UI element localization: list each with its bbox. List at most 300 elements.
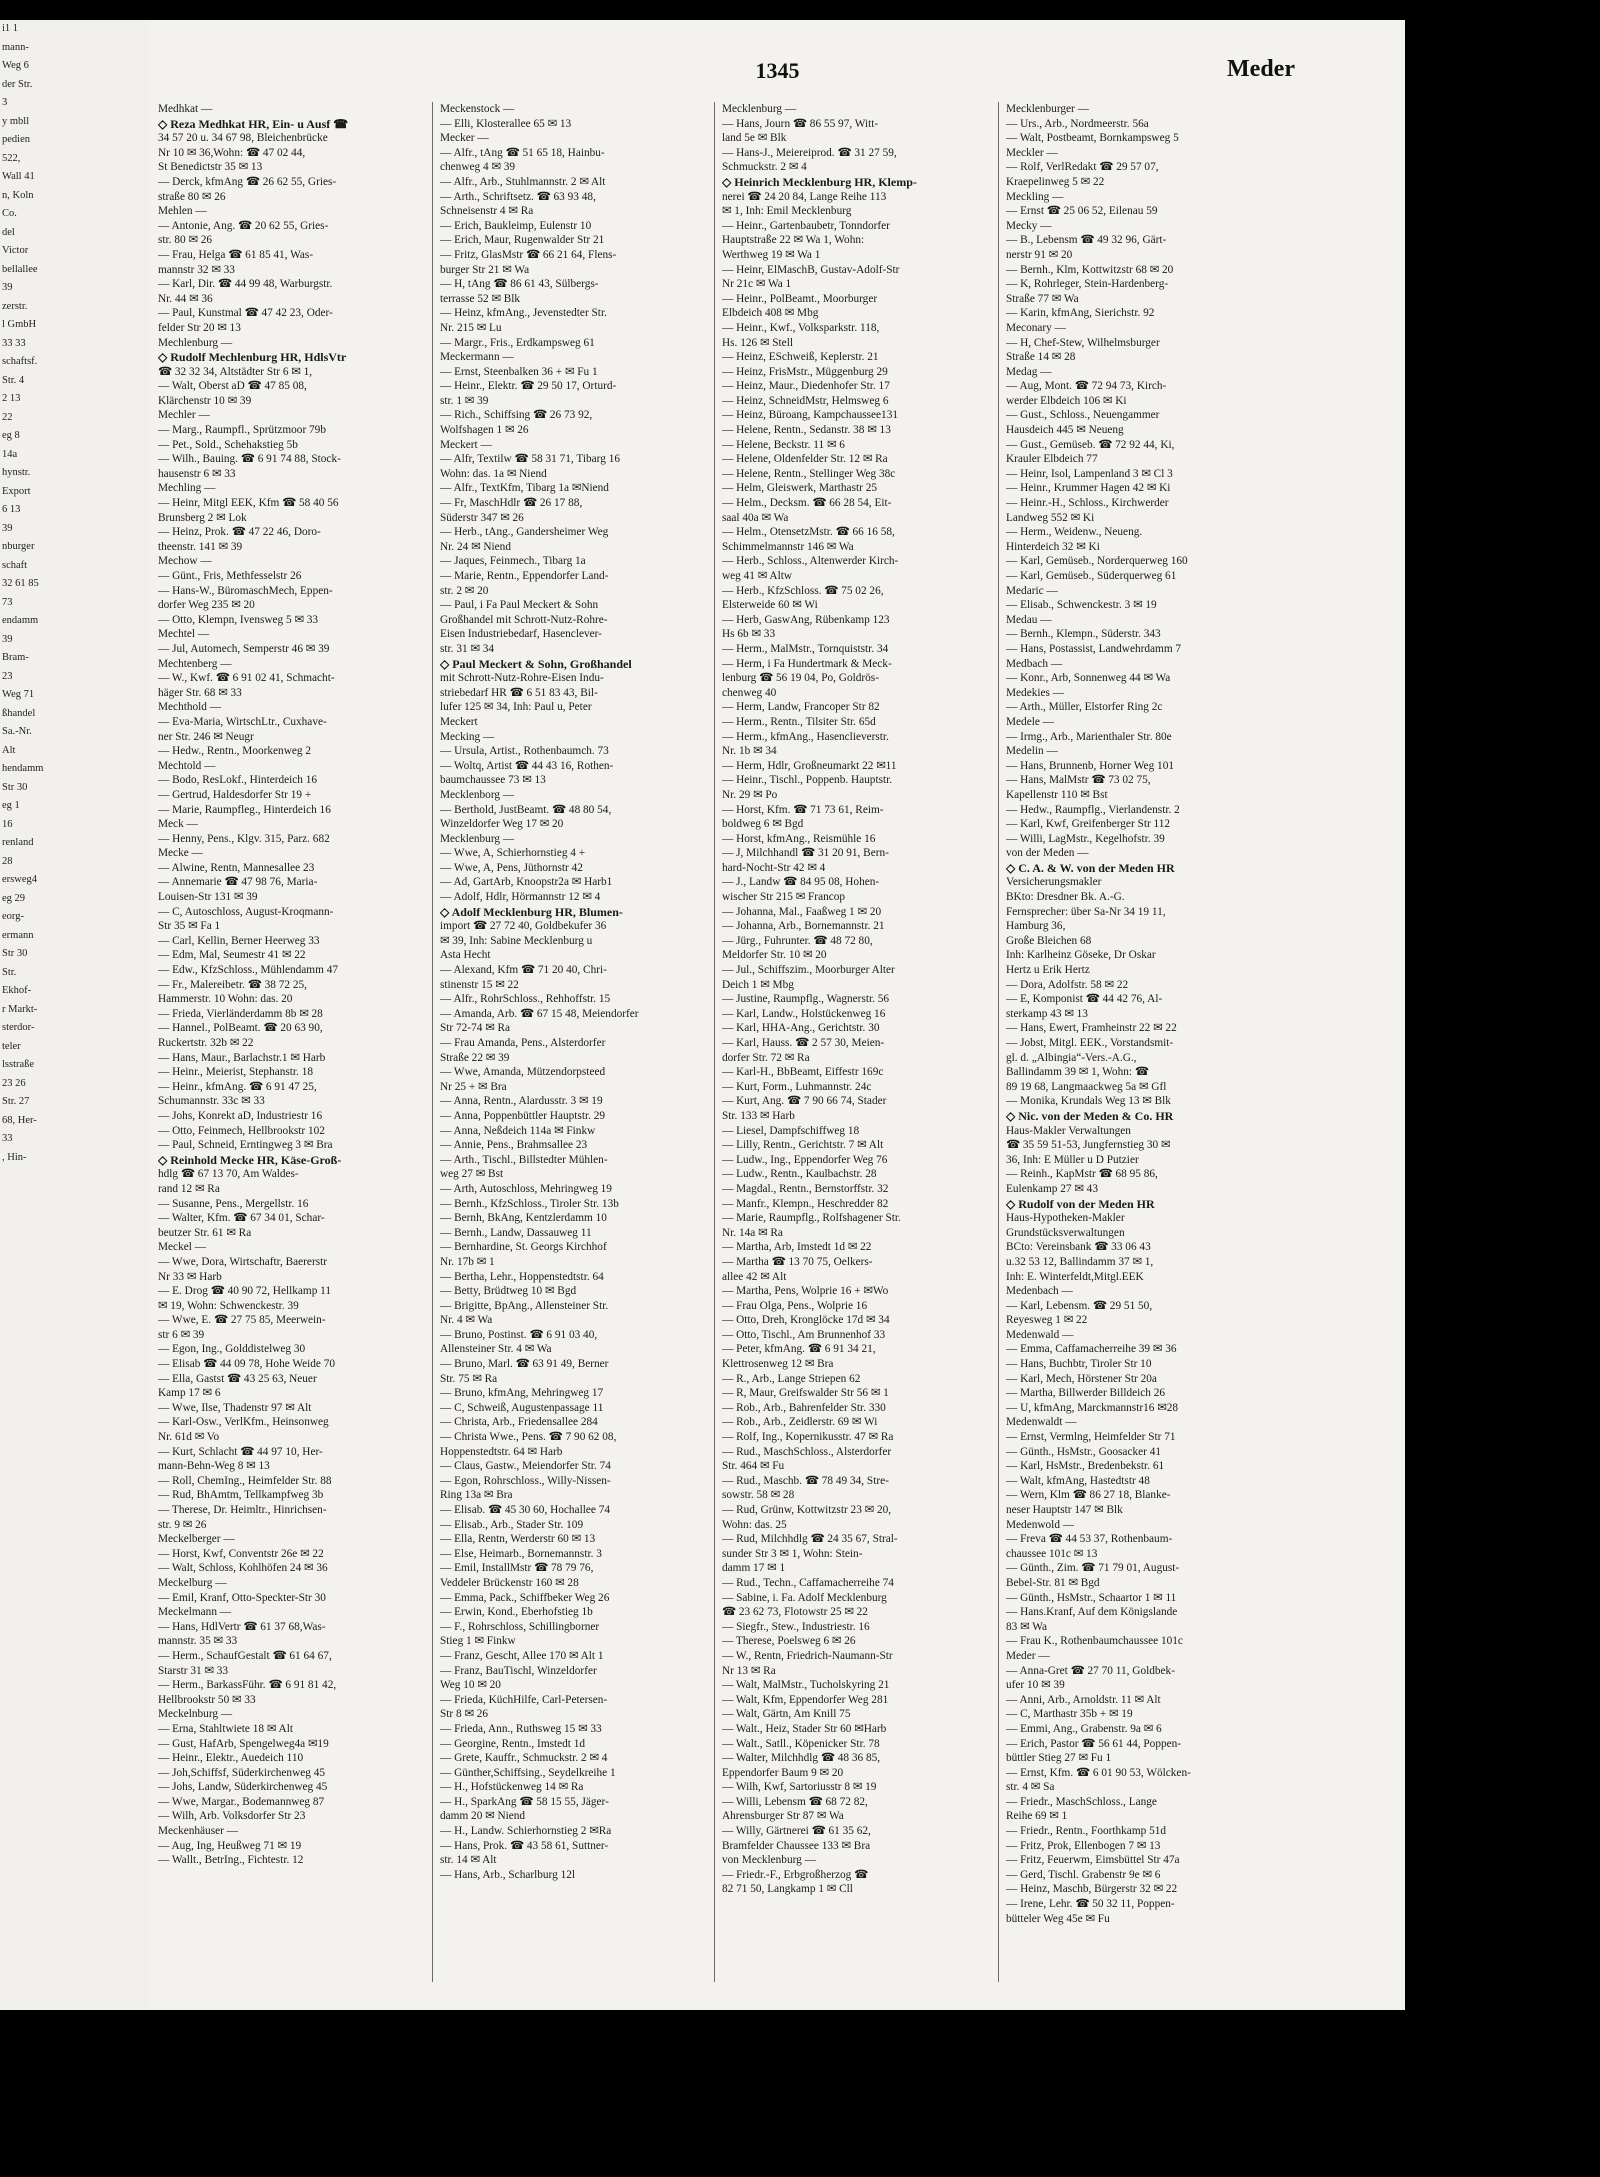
- directory-entry: — Paul, i Fa Paul Meckert & Sohn: [440, 599, 599, 612]
- fragment-line: Victor: [2, 245, 29, 256]
- directory-entry: Meckenstock —: [440, 103, 515, 115]
- directory-entry: Reyesweg 1 ✉ 22: [1006, 1314, 1088, 1327]
- directory-entry: 36, Inh: E Müller u D Putzier: [1006, 1153, 1139, 1166]
- directory-entry: Meckermann —: [440, 351, 514, 364]
- directory-entry: — Jul, Automech, Semperstr 46 ✉ 39: [158, 642, 330, 655]
- directory-entry: — Walter, Kfm. ☎ 67 34 01, Schar-: [158, 1212, 325, 1225]
- directory-entry: Eisen Industriebedarf, Hasenclever-: [440, 628, 602, 641]
- fragment-line: 2 13: [2, 393, 21, 404]
- directory-entry: Straße 14 ✉ 28: [1006, 351, 1076, 364]
- fragment-line: , Hin-: [2, 1151, 27, 1163]
- directory-entry: — Urs., Arb., Nordmeerstr. 56a: [1006, 117, 1149, 130]
- directory-entry: — H., Landw. Schierhornstieg 2 ✉Ra: [440, 1825, 612, 1838]
- directory-entry: rand 12 ✉ Ra: [158, 1182, 220, 1195]
- column-divider: [432, 102, 433, 1982]
- directory-entry: — Kurt, Form., Luhmannstr. 24c: [722, 1080, 872, 1093]
- directory-entry: Medhkat —: [158, 103, 213, 115]
- directory-entry: — Karl, Gemüseb., Norderquerweg 160: [1006, 555, 1188, 568]
- directory-entry: — Karl, Lebensm. ☎ 29 51 50,: [1006, 1299, 1153, 1312]
- directory-entry: ◇ Rudolf von der Meden HR: [1006, 1196, 1155, 1211]
- directory-entry: — Dora, Adolfstr. 58 ✉ 22: [1006, 978, 1129, 991]
- directory-entry: Nr 10 ✉ 36,Wohn: ☎ 47 02 44,: [158, 146, 306, 159]
- directory-entry: Wohn: das. 25: [722, 1518, 787, 1531]
- directory-entry: Mechtel —: [158, 628, 210, 641]
- directory-entry: straße 80 ✉ 26: [158, 190, 226, 203]
- directory-entry: — Alfr., RohrSchloss., Rehhoffstr. 15: [440, 993, 611, 1006]
- directory-entry: — Bertha, Lehr., Hoppenstedtstr. 64: [440, 1270, 604, 1283]
- directory-entry: — Karl-H., BbBeamt, Eiffestr 169c: [722, 1066, 884, 1079]
- directory-entry: Mecklenborg —: [440, 788, 515, 801]
- directory-entry: sterkamp 43 ✉ 13: [1006, 1007, 1088, 1020]
- fragment-line: ersweg4: [2, 874, 37, 885]
- directory-entry: — Jürg., Fuhrunter. ☎ 48 72 80,: [722, 934, 873, 947]
- directory-entry: — Johs, Konrekt aD, Industriestr 16: [158, 1109, 323, 1122]
- directory-entry: Mecking —: [440, 730, 495, 743]
- directory-entry: — Marie, Raumpflg., Rolfshagener Str.: [722, 1212, 901, 1225]
- directory-entry: — Hans, Arb., Scharlburg 12l: [440, 1868, 576, 1881]
- directory-entry: — Friedr., MaschSchloss., Lange: [1006, 1795, 1157, 1808]
- directory-entry: — Otto, Dreh, Kronglöcke 17d ✉ 34: [722, 1314, 890, 1327]
- directory-entry: Nr. 1b ✉ 34: [722, 745, 777, 758]
- directory-entry: — H., SparkAng ☎ 58 15 55, Jäger-: [440, 1795, 609, 1808]
- directory-entry: — Walt, Oberst aD ☎ 47 85 08,: [158, 380, 307, 393]
- directory-entry: Medbach —: [1006, 657, 1063, 670]
- directory-entry: — Therese, Dr. Heimltr., Hinrichsen-: [158, 1504, 327, 1516]
- directory-entry: mannstr 32 ✉ 33: [158, 263, 235, 276]
- fragment-line: 33: [2, 1133, 13, 1144]
- directory-entry: — Paul, Schneid, Erntingweg 3 ✉ Bra: [158, 1139, 333, 1152]
- directory-entry: Meder —: [1006, 1649, 1050, 1662]
- directory-entry: — Rud, Milchhdlg ☎ 24 35 67, Stral-: [722, 1533, 898, 1546]
- directory-entry: — Marie, Rentn., Eppendorfer Land-: [440, 570, 609, 582]
- directory-entry: Mecklenburg —: [722, 103, 797, 115]
- directory-entry: import ☎ 27 72 40, Goldbekufer 36: [440, 920, 607, 933]
- directory-entry: ☎ 23 62 73, Flotowstr 25 ✉ 22: [722, 1606, 868, 1619]
- directory-entry: — Heinr., Kwf., Volksparkstr. 118,: [722, 321, 880, 334]
- directory-entry: — Heinr., Gartenbaubetr, Tonndorfer: [722, 219, 890, 232]
- directory-entry: Ring 13a ✉ Bra: [440, 1489, 513, 1502]
- left-page-fragment: [0, 20, 150, 2010]
- directory-entry: — Amanda, Arb. ☎ 67 15 48, Meiendorfer: [440, 1007, 639, 1020]
- directory-entry: — Bodo, ResLokf., Hinterdeich 16: [158, 774, 318, 787]
- directory-entry: — Irmg., Arb., Marienthaler Str. 80e: [1006, 730, 1172, 743]
- directory-entry: — Herb, GaswAng, Rübenkamp 123: [722, 613, 890, 626]
- directory-entry: Asta Hecht: [440, 949, 491, 962]
- directory-entry: — Georgine, Rentn., Imstedt 1d: [440, 1737, 586, 1750]
- directory-entry: Nr. 61d ✉ Vo: [158, 1431, 220, 1444]
- directory-entry: Hausdeich 445 ✉ Neueng: [1006, 424, 1124, 437]
- directory-entry: — Walt, Schloss, Kohlhöfen 24 ✉ 36: [158, 1562, 328, 1575]
- directory-entry: — Ludw., Ing., Eppendorfer Weg 76: [722, 1153, 888, 1166]
- directory-entry: Mecklenburger —: [1006, 103, 1089, 115]
- fragment-line: l GmbH: [2, 319, 37, 330]
- directory-entry: — Frau K., Rothenbaumchaussee 101c: [1006, 1635, 1183, 1648]
- directory-entry: — Ernst ☎ 25 06 52, Eilenau 59: [1006, 205, 1158, 218]
- directory-entry: Meckelberger —: [158, 1533, 235, 1546]
- directory-entry: — Herm., kfmAng., Hasenclieverstr.: [722, 730, 889, 743]
- directory-entry: — Rolf, Ing., Kopernikusstr. 47 ✉ Ra: [722, 1431, 894, 1444]
- directory-entry: — Heinr., PolBeamt., Moorburger: [722, 292, 878, 305]
- directory-entry: — Alfr., TextKfm, Tibarg 1a ✉Niend: [440, 482, 609, 495]
- fragment-line: Str 30: [2, 948, 28, 959]
- directory-entry: — Hans, Brunnenb, Horner Weg 101: [1006, 759, 1174, 772]
- column-divider: [998, 102, 999, 1982]
- directory-entry: Mecke —: [158, 847, 203, 860]
- directory-entry: — Walt., Satll., Köpenicker Str. 78: [722, 1737, 880, 1750]
- directory-entry: — Edm, Mal, Seumestr 41 ✉ 22: [158, 949, 306, 962]
- directory-entry: — Rob., Arb., Bahrenfelder Str. 330: [722, 1401, 886, 1414]
- directory-entry: — H., Hofstückenweg 14 ✉ Ra: [440, 1781, 584, 1794]
- directory-entry: — Hedw., Raumpflg., Vierlandenstr. 2: [1006, 803, 1180, 816]
- column-1: [158, 102, 428, 1992]
- directory-entry: — Edw., KfzSchloss., Mühlendamm 47: [158, 964, 338, 977]
- directory-entry: — F., Rohrschloss, Schillingborner: [440, 1620, 600, 1633]
- directory-entry: — Aug, Mont. ☎ 72 94 73, Kirch-: [1006, 380, 1167, 393]
- directory-entry: — Joh,Schiffsf, Süderkirchenweg 45: [158, 1766, 326, 1779]
- directory-entry: — Magdal., Rentn., Bernstorffstr. 32: [722, 1182, 889, 1195]
- directory-entry: — Helene, Beckstr. 11 ✉ 6: [722, 438, 845, 451]
- directory-entry: — Therese, Poelsweg 6 ✉ 26: [722, 1635, 856, 1648]
- directory-entry: — Günt., Fris, Methfesselstr 26: [158, 570, 302, 582]
- directory-entry: — Herb., tAng., Gandersheimer Weg: [440, 526, 609, 539]
- directory-entry: Ruckertstr. 32b ✉ 22: [158, 1037, 254, 1049]
- directory-entry: — Herb., KfzSchloss. ☎ 75 02 26,: [722, 584, 884, 597]
- directory-entry: — Martha, Pens, Wolprie 16 + ✉Wo: [722, 1285, 889, 1298]
- directory-entry: — Wilh, Kwf, Sartoriusstr 8 ✉ 19: [722, 1781, 877, 1794]
- directory-entry: — Bruno, Postinst. ☎ 6 91 03 40,: [440, 1328, 598, 1341]
- directory-entry: Eulenkamp 27 ✉ 43: [1006, 1182, 1098, 1195]
- directory-entry: — Ella, Gastst ☎ 43 25 63, Neuer: [158, 1372, 317, 1385]
- directory-entry: — Wilh, Arb. Volksdorfer Str 23: [158, 1810, 306, 1823]
- directory-entry: — Marg., Raumpfl., Sprützmoor 79b: [158, 424, 326, 437]
- directory-entry: Inh: E. Winterfeldt,Mitgl.EEK: [1006, 1270, 1144, 1283]
- directory-entry: — Günth., Zim. ☎ 71 79 01, August-: [1006, 1562, 1180, 1575]
- directory-entry: — Alwine, Rentn, Mannesallee 23: [158, 861, 315, 874]
- directory-entry: — Günth., HsMstr., Goosacker 41: [1006, 1445, 1162, 1458]
- fragment-line: sterdor-: [2, 1022, 35, 1033]
- directory-entry: — R, Maur, Greifswalder Str 56 ✉ 1: [722, 1387, 889, 1400]
- directory-entry: baumchaussee 73 ✉ 13: [440, 774, 546, 787]
- directory-entry: Mechow —: [158, 555, 212, 568]
- directory-entry: — Erwin, Kond., Eberhofstieg 1b: [440, 1606, 593, 1619]
- directory-entry: Medenwold —: [1006, 1518, 1075, 1531]
- directory-entry: — Rud., Techn., Caffamacherreihe 74: [722, 1576, 894, 1589]
- directory-entry: Bebel-Str. 81 ✉ Bgd: [1006, 1576, 1100, 1589]
- directory-entry: — Derck, kfmAng ☎ 26 62 55, Gries-: [158, 175, 337, 188]
- scan-background: [1405, 0, 1600, 2177]
- directory-entry: — Anna, Neßdeich 114a ✉ Finkw: [440, 1124, 596, 1137]
- directory-entry: — Anni, Arb., Arnoldstr. 11 ✉ Alt: [1006, 1693, 1161, 1706]
- directory-entry: Brunsberg 2 ✉ Lok: [158, 511, 247, 524]
- directory-entry: — Heinz, Maschb, Bürgerstr 32 ✉ 22: [1006, 1883, 1178, 1896]
- directory-entry: Hammerstr. 10 Wohn: das. 20: [158, 993, 293, 1006]
- directory-entry: Mechtold —: [158, 759, 216, 772]
- directory-entry: ✉ 1, Inh: Emil Mecklenburg: [722, 205, 852, 218]
- directory-entry: — Elisab ☎ 44 09 78, Hohe Weide 70: [158, 1358, 336, 1371]
- directory-entry: — Kurt, Ang. ☎ 7 90 66 74, Stader: [722, 1095, 887, 1108]
- directory-entry: — J, Milchhandl ☎ 31 20 91, Bern-: [722, 847, 889, 860]
- fragment-line: i1 1: [2, 23, 19, 34]
- directory-entry: weg 41 ✉ Altw: [722, 570, 793, 582]
- directory-entry: — Gerd, Tischl. Grabenstr 9e ✉ 6: [1006, 1868, 1161, 1881]
- fragment-line: Co.: [2, 208, 17, 219]
- directory-entry: — Aug, Ing, Heußweg 71 ✉ 19: [158, 1839, 302, 1852]
- directory-entry: — Freva ☎ 44 53 37, Rothenbaum-: [1006, 1533, 1173, 1546]
- fragment-line: eorg-: [2, 911, 24, 922]
- directory-entry: — Herm, Landw, Francoper Str 82: [722, 701, 880, 714]
- directory-entry: — Arth, Autoschloss, Mehringweg 19: [440, 1182, 612, 1195]
- directory-entry: Mecky —: [1006, 219, 1052, 232]
- directory-entry: dorfer Weg 235 ✉ 20: [158, 599, 255, 612]
- directory-entry: — Johanna, Arb., Bornemannstr. 21: [722, 920, 885, 933]
- directory-entry: — Karl, HsMstr., Bredenbekstr. 61: [1006, 1460, 1165, 1473]
- column-divider: [714, 102, 715, 1982]
- directory-entry: — Bernh., Landw, Dassauweg 11: [440, 1226, 592, 1239]
- directory-entry: — Alfr., Arb., Stuhlmannstr. 2 ✉ Alt: [440, 175, 606, 188]
- fragment-line: 39: [2, 633, 13, 645]
- directory-entry: Hinterdeich 32 ✉ Ki: [1006, 540, 1100, 553]
- directory-entry: 82 71 50, Langkamp 1 ✉ Cll: [722, 1883, 853, 1896]
- directory-entry: — Walt, MalMstr., Tucholskyring 21: [722, 1679, 890, 1692]
- directory-entry: — Fritz, Prok, Ellenbogen 7 ✉ 13: [1006, 1839, 1161, 1852]
- column-4: [1006, 102, 1276, 1992]
- directory-entry: Meckler —: [1006, 146, 1058, 159]
- directory-entry: — H, tAng ☎ 86 61 43, Sülbergs-: [440, 278, 599, 291]
- directory-entry: Meckenhäuser —: [158, 1825, 238, 1838]
- fragment-line: 16: [2, 818, 13, 830]
- directory-entry: ☎ 32 32 34, Altstädter Str 6 ✉ 1,: [158, 365, 313, 378]
- fragment-line: ßhandel: [2, 707, 36, 719]
- directory-entry: — Heinz, FrisMstr., Müggenburg 29: [722, 365, 888, 378]
- column-2: [440, 102, 710, 1992]
- directory-entry: mannstr. 35 ✉ 33: [158, 1635, 238, 1648]
- directory-entry: Hs. 126 ✉ Stell: [722, 336, 793, 349]
- directory-entry: str. 4 ✉ Sa: [1006, 1781, 1055, 1794]
- fragment-line: Weg 6: [2, 60, 29, 71]
- directory-entry: — Susanne, Pens., Mergellstr. 16: [158, 1197, 309, 1210]
- directory-entry: 89 19 68, Langmaackweg 5a ✉ Gfl: [1006, 1080, 1167, 1093]
- directory-entry: — Frieda, Vierländerdamm 8b ✉ 28: [158, 1007, 323, 1020]
- directory-entry: Meckelmann —: [158, 1606, 232, 1619]
- directory-entry: — Walt, Postbeamt, Bornkampsweg 5: [1006, 132, 1179, 145]
- directory-entry: Medag —: [1006, 365, 1052, 378]
- directory-entry: hausenstr 6 ✉ 33: [158, 467, 236, 480]
- directory-entry: — Günther,Schiffsing., Seydelkreihe 1: [440, 1766, 616, 1779]
- directory-entry: — Helene, Oldenfelder Str. 12 ✉ Ra: [722, 453, 888, 466]
- directory-entry: Nr. 215 ✉ Lu: [440, 321, 502, 334]
- directory-entry: — Hans.Kranf, Auf dem Königslande: [1006, 1606, 1178, 1619]
- directory-entry: — Herm., Weidenw., Neueng.: [1006, 526, 1143, 539]
- directory-page: [150, 20, 1405, 2010]
- directory-entry: Meckert: [440, 715, 478, 728]
- directory-entry: Meck —: [158, 818, 198, 831]
- directory-entry: — Hans, Maur., Barlachstr.1 ✉ Harb: [158, 1051, 326, 1064]
- directory-entry: — Emmi, Ang., Grabenstr. 9a ✉ 6: [1006, 1722, 1162, 1735]
- fragment-line: 14a: [2, 448, 18, 460]
- directory-entry: ◇ Reza Medhkat HR, Ein- u Ausf ☎: [158, 116, 349, 131]
- directory-entry: — Fritz, GlasMstr ☎ 66 21 64, Flens-: [440, 248, 617, 261]
- directory-entry: — Hans, Journ ☎ 86 55 97, Witt-: [722, 117, 879, 130]
- directory-entry: — Otto, Feinmech, Hellbrookstr 102: [158, 1124, 325, 1137]
- directory-entry: — Friedr., Rentn., Foorthkamp 51d: [1006, 1825, 1167, 1838]
- directory-entry: — Reinh., KapMstr ☎ 68 95 86,: [1006, 1168, 1158, 1181]
- directory-entry: ◇ C. A. & W. von der Meden HR: [1006, 860, 1175, 875]
- directory-entry: — Gust., Gemüseb. ☎ 72 92 44, Ki,: [1006, 438, 1175, 451]
- directory-entry: — Wallt., BetrIng., Fichtestr. 12: [158, 1854, 304, 1867]
- directory-entry: str. 2 ✉ 20: [440, 584, 489, 597]
- directory-entry: bütteler Weg 45e ✉ Fu: [1006, 1912, 1110, 1925]
- directory-entry: — Helene, Rentn., Stellinger Weg 38c: [722, 467, 896, 480]
- directory-entry: Starstr 31 ✉ 33: [158, 1664, 229, 1677]
- directory-entry: — Hedw., Rentn., Moorkenweg 2: [158, 745, 312, 758]
- directory-entry: — Walt., Heiz, Stader Str 60 ✉Harb: [722, 1722, 887, 1735]
- directory-entry: Medekies —: [1006, 686, 1065, 699]
- directory-entry: — Heinr., Krummer Hagen 42 ✉ Ki: [1006, 482, 1171, 495]
- directory-entry: Medenwald —: [1006, 1328, 1074, 1341]
- directory-entry: büttler Stieg 27 ✉ Fu 1: [1006, 1752, 1112, 1765]
- directory-entry: Bramfelder Chaussee 133 ✉ Bra: [722, 1839, 871, 1852]
- directory-entry: — E, Komponist ☎ 44 42 76, Al-: [1006, 993, 1163, 1006]
- directory-entry: ner Str. 246 ✉ Neugr: [158, 730, 254, 743]
- directory-entry: Kapellenstr 110 ✉ Bst: [1006, 788, 1108, 801]
- directory-entry: — Hans, Buchbtr, Tiroler Str 10: [1006, 1358, 1152, 1371]
- directory-entry: Meconary —: [1006, 321, 1066, 334]
- directory-entry: str. 1 ✉ 39: [440, 394, 489, 407]
- directory-entry: — Betty, Brüdtweg 10 ✉ Bgd: [440, 1285, 577, 1298]
- directory-entry: — Willi, LagMstr., Kegelhofstr. 39: [1006, 832, 1165, 845]
- directory-entry: Mechlenburg —: [158, 336, 233, 349]
- fragment-line: Alt: [2, 744, 16, 756]
- directory-entry: Kamp 17 ✉ 6: [158, 1387, 221, 1400]
- directory-entry: — Annemarie ☎ 47 98 76, Maria-: [158, 876, 318, 889]
- directory-entry: — Rob., Arb., Zeidlerstr. 69 ✉ Wi: [722, 1416, 878, 1429]
- directory-entry: — Horst, Kfm. ☎ 71 73 61, Reim-: [722, 803, 884, 816]
- directory-entry: hard-Nocht-Str 42 ✉ 4: [722, 861, 826, 874]
- directory-entry: allee 42 ✉ Alt: [722, 1270, 787, 1283]
- directory-entry: Allensteiner Str. 4 ✉ Wa: [440, 1343, 552, 1356]
- directory-entry: — Peter, kfmAng. ☎ 6 91 34 21,: [722, 1343, 876, 1356]
- directory-entry: neser Hauptstr 147 ✉ Blk: [1006, 1504, 1123, 1516]
- directory-entry: — Bernh., Klm, Kottwitzstr 68 ✉ 20: [1006, 263, 1174, 276]
- fragment-line: del: [2, 226, 15, 238]
- directory-entry: — Elisab. ☎ 45 30 60, Hochallee 74: [440, 1504, 610, 1516]
- directory-entry: — Konr., Arb, Sonnenweg 44 ✉ Wa: [1006, 672, 1171, 685]
- directory-entry: — Elisab., Schwenckestr. 3 ✉ 19: [1006, 599, 1157, 612]
- directory-entry: — Karin, kfmAng, Sierichstr. 92: [1006, 307, 1155, 320]
- directory-entry: Wohn: das. 1a ✉ Niend: [440, 467, 547, 480]
- directory-entry: — Bruno, Marl. ☎ 63 91 49, Berner: [440, 1358, 609, 1371]
- directory-entry: Hoppenstedtstr. 64 ✉ Harb: [440, 1445, 563, 1458]
- directory-entry: striebedarf HR ☎ 6 51 83 43, Bil-: [440, 686, 598, 699]
- directory-entry: — Else, Heimarb., Bornemannstr. 3: [440, 1547, 602, 1560]
- directory-entry: — Heinr, Isol, Lampenland 3 ✉ Cl 3: [1006, 467, 1173, 480]
- directory-entry: — Alexand, Kfm ☎ 71 20 40, Chri-: [440, 964, 607, 977]
- directory-entry: — Frau Amanda, Pens., Alsterdorfer: [440, 1037, 606, 1049]
- fragment-line: nburger: [2, 541, 35, 552]
- directory-entry: — Antonie, Ang. ☎ 20 62 55, Gries-: [158, 219, 329, 232]
- fragment-line: r Markt-: [2, 1003, 38, 1015]
- directory-entry: — Arth., Tischl., Billstedter Mühlen-: [440, 1153, 608, 1166]
- directory-entry: chenweg 40: [722, 686, 777, 699]
- directory-entry: — Horst, Kwf, Conventstr 26e ✉ 22: [158, 1547, 324, 1560]
- directory-entry: — Carl, Kellin, Berner Heerweg 33: [158, 934, 320, 947]
- directory-entry: ◇ Paul Meckert & Sohn, Großhandel: [440, 656, 632, 671]
- directory-entry: — Gust., Schloss., Neuengammer: [1006, 409, 1160, 422]
- directory-entry: — Frau Olga, Pens., Wolprie 16: [722, 1299, 868, 1312]
- directory-entry: — Heinr.-H., Schloss., Kirchwerder: [1006, 497, 1169, 510]
- directory-entry: Reihe 69 ✉ 1: [1006, 1810, 1068, 1823]
- directory-entry: — Bernh., KfzSchloss., Tiroler Str. 13b: [440, 1197, 619, 1210]
- directory-entry: 83 ✉ Wa: [1006, 1620, 1047, 1633]
- fragment-line: eg 29: [2, 892, 26, 904]
- directory-entry: — Hans, Postassist, Landwehrdamm 7: [1006, 642, 1182, 655]
- directory-entry: häger Str. 68 ✉ 33: [158, 686, 242, 699]
- directory-entry: — Anna-Gret ☎ 27 70 11, Goldbek-: [1006, 1664, 1175, 1677]
- directory-entry: — Gust, HafArb, Spengelweg4a ✉19: [158, 1737, 329, 1750]
- directory-entry: Klettrosenweg 12 ✉ Bra: [722, 1358, 834, 1371]
- directory-entry: — Heinr., Elektr. ☎ 29 50 17, Orturd-: [440, 380, 617, 393]
- directory-entry: BKto: Dresdner Bk. A.-G.: [1006, 891, 1125, 904]
- directory-entry: — E. Drog ☎ 40 90 72, Hellkamp 11: [158, 1285, 332, 1298]
- directory-entry: Ahrensburger Str 87 ✉ Wa: [722, 1810, 844, 1823]
- directory-entry: str 6 ✉ 39: [158, 1328, 205, 1341]
- directory-entry: Mechthold —: [158, 701, 222, 714]
- directory-entry: — Emil, Kranf, Otto-Speckter-Str 30: [158, 1591, 326, 1604]
- directory-entry: Hamburg 36,: [1006, 920, 1066, 933]
- directory-entry: Nr. 17b ✉ 1: [440, 1255, 495, 1268]
- directory-entry: Klärchenstr 10 ✉ 39: [158, 394, 252, 407]
- directory-entry: u.32 53 12, Ballindamm 37 ✉ 1,: [1006, 1255, 1154, 1268]
- directory-entry: — Claus, Gastw., Meiendorfer Str. 74: [440, 1460, 611, 1473]
- directory-entry: — Anna, Poppenbüttler Hauptstr. 29: [440, 1109, 606, 1122]
- directory-entry: — Heinz, SchneidMstr, Helmsweg 6: [722, 394, 889, 407]
- directory-entry: land 5e ✉ Blk: [722, 132, 787, 145]
- directory-entry: — Erich, Baukleimp, Eulenstr 10: [440, 219, 592, 232]
- directory-entry: chaussee 101c ✉ 13: [1006, 1547, 1098, 1560]
- directory-entry: — Heinz, Maur., Diedenhofer Str. 17: [722, 380, 890, 393]
- directory-entry: str. 9 ✉ 26: [158, 1518, 207, 1531]
- directory-entry: Str. 464 ✉ Fu: [722, 1460, 785, 1473]
- directory-entry: Mechler —: [158, 409, 210, 422]
- directory-entry: — Herm., MalMstr., Tornquiststr. 34: [722, 642, 889, 655]
- directory-entry: — C, Schweiß, Augustenpassage 11: [440, 1401, 604, 1414]
- directory-entry: — Wern, Klm ☎ 86 27 18, Blanke-: [1006, 1489, 1171, 1502]
- directory-entry: Str 72-74 ✉ Ra: [440, 1022, 511, 1035]
- directory-entry: hdlg ☎ 67 13 70, Am Waldes-: [158, 1168, 299, 1181]
- directory-entry: ◇ Reinhold Mecke HR, Käse-Groß-: [158, 1152, 342, 1167]
- directory-entry: — Egon, Rohrschloss., Willy-Nissen-: [440, 1474, 611, 1487]
- directory-entry: — Alfr., tAng ☎ 51 65 18, Hainbu-: [440, 146, 605, 159]
- directory-entry: Mecklenburg —: [440, 832, 515, 845]
- directory-entry: Mehlen —: [158, 205, 207, 218]
- fragment-line: Str 30: [2, 781, 28, 793]
- directory-entry: — Liesel, Dampfschiffweg 18: [722, 1124, 860, 1137]
- directory-entry: Hs 6b ✉ 33: [722, 628, 776, 641]
- directory-entry: — Walter, Milchhdlg ☎ 48 36 85,: [722, 1752, 881, 1765]
- fragment-line: 28: [2, 855, 13, 867]
- directory-entry: — Wwe, Amanda, Mützendorpsteed: [440, 1066, 606, 1079]
- fragment-line: 522,: [2, 152, 21, 164]
- directory-entry: — Helm., OtensetzMstr. ☎ 66 16 58,: [722, 526, 895, 539]
- directory-entry: — Karl, Landw., Holstückenweg 16: [722, 1007, 886, 1020]
- directory-entry: Nr. 24 ✉ Niend: [440, 540, 511, 553]
- directory-entry: 34 57 20 u. 34 67 98, Bleichenbrücke: [158, 132, 328, 145]
- directory-entry: Kraepelinweg 5 ✉ 22: [1006, 175, 1105, 188]
- directory-entry: Elbdeich 408 ✉ Mbg: [722, 307, 819, 320]
- fragment-line: 23: [2, 670, 13, 682]
- directory-entry: — Wilh., Bauing. ☎ 6 91 74 88, Stock-: [158, 453, 341, 466]
- directory-entry: — Fr, MaschHdlr ☎ 26 17 88,: [440, 497, 583, 510]
